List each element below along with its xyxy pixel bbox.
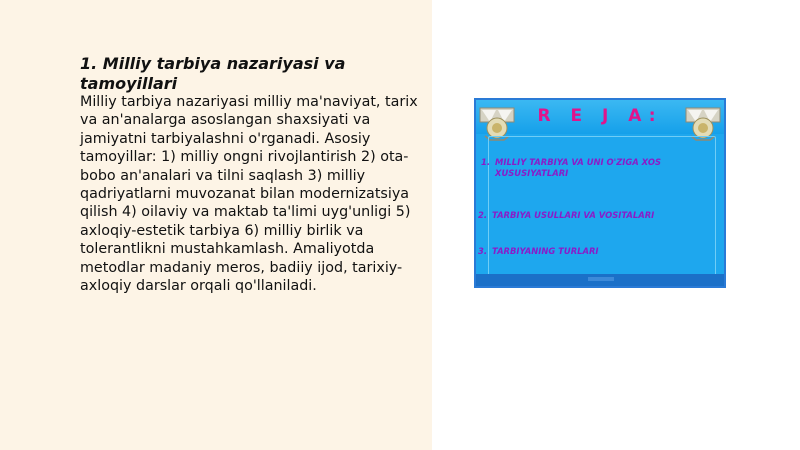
reja-slide-image <box>474 98 726 288</box>
reja-title: R E J A: <box>537 106 663 126</box>
reja-item-2 <box>478 210 718 221</box>
reja-item-2-text: TARBIYA USULLARI VA VOSITALARI <box>492 210 655 220</box>
reja-item-3-text: TARBIYANING TURLARI <box>492 246 599 256</box>
slide-body-text: Milliy tarbiya nazariyasi milliy ma'naviyat, tarix va an'analarga asoslangan shaxsiyati va jamiyatni tarbiyalashni o'rganadi. Asosiy tamoyillar: 1) milliy ongni rivojlantirish 2) ota-bobo an'analari va tilni saqlash 3) milliy qadriyatlarni muvozanat bilan modernizatsiya qilish 4) oilaviy va maktab ta'limi uyg'unligi 5) axloqiy-estetik tarbiya 6) milliy birlik va tolerantlikni mustahkamlash. Amaliyotda metodlar madaniy meros, badiiy ijod, tarixiy-axloqiy darslar orqali qo'llaniladi. <box>80 94 418 295</box>
reja-item-1-number: 1. <box>481 157 491 167</box>
slide-heading: 1. Milliy tarbiya nazariyasi va tamoyillari <box>80 54 346 93</box>
reja-item-3-number: 3. <box>478 246 488 256</box>
reja-item-2-number: 2. <box>478 210 488 220</box>
reja-item-1 <box>481 157 721 179</box>
reja-bottom-band <box>476 274 724 286</box>
reja-item-1-line-2: XUSUSIYATLARI <box>495 168 569 178</box>
reja-item-3 <box>478 246 718 257</box>
reja-bottom-mark <box>588 277 614 281</box>
reja-item-1-line-1: MILLIY TARBIYA VA UNI O'ZIGA XOS <box>495 157 661 167</box>
